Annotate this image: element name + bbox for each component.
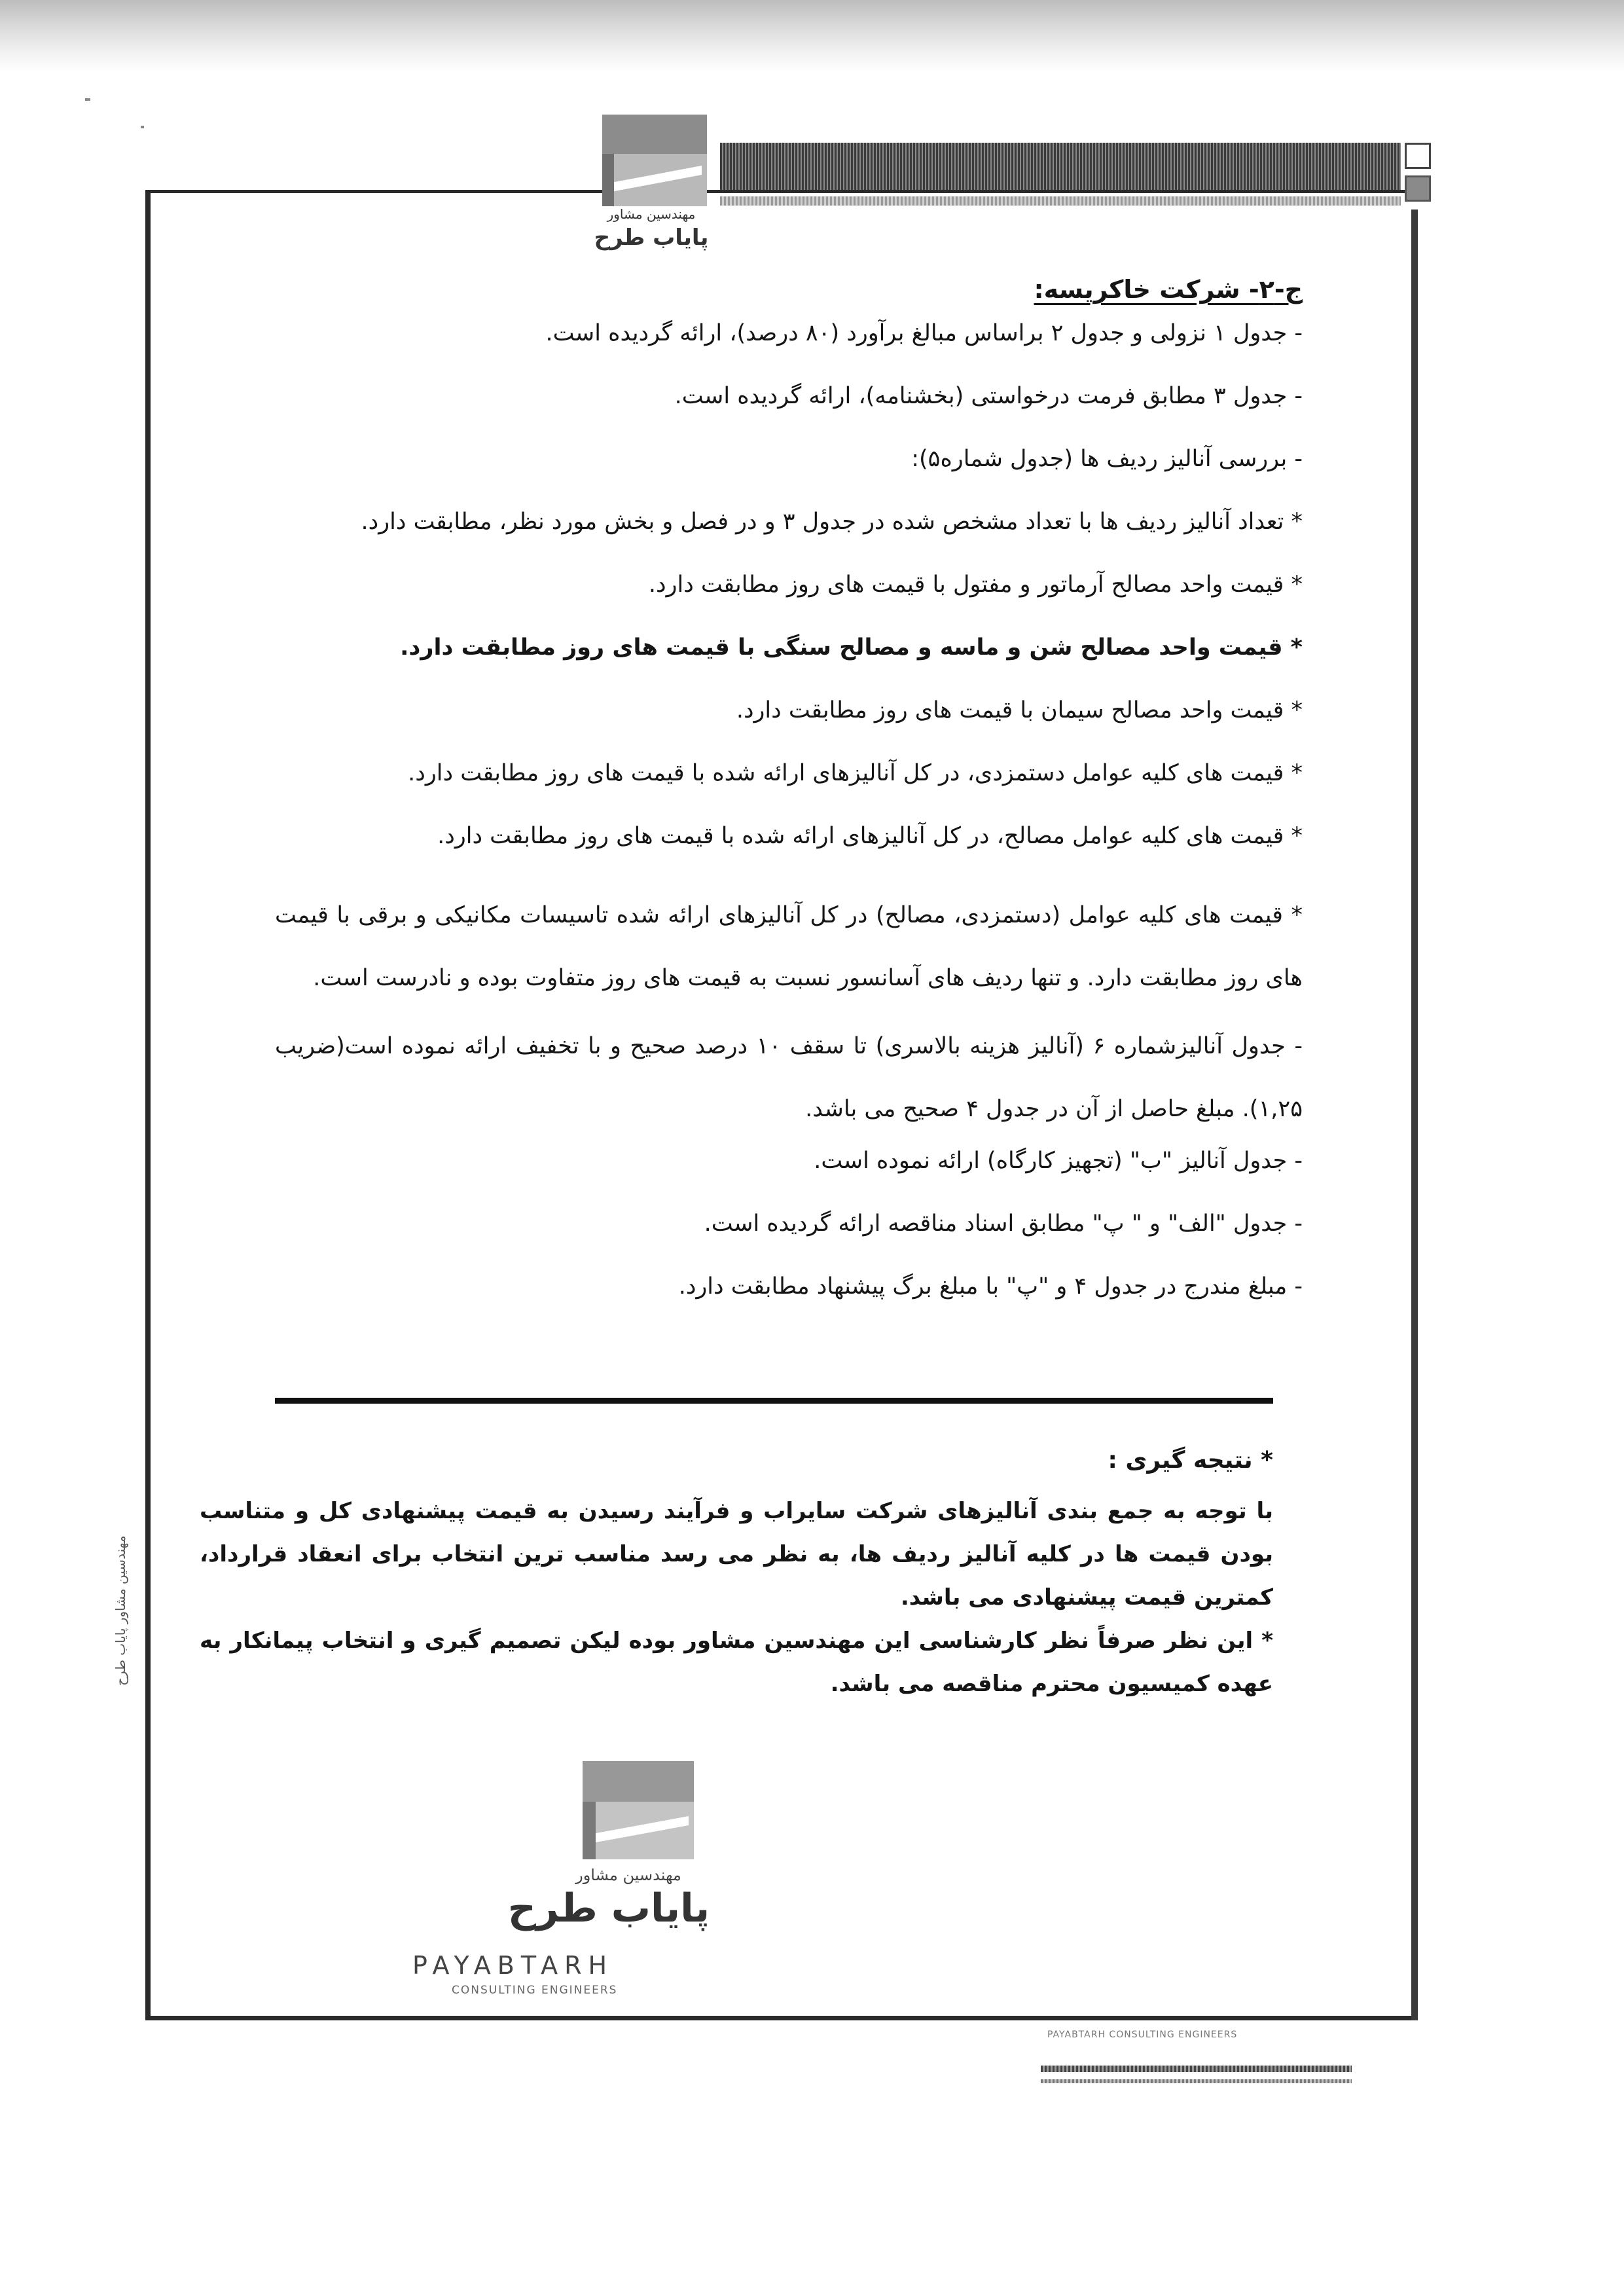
footer-band (1041, 2066, 1352, 2072)
payabtarh-logo-icon (602, 115, 707, 206)
section-divider (275, 1398, 1273, 1404)
footer-logo-name: پایاب طرح (507, 1886, 710, 1931)
header-band (720, 143, 1401, 190)
list-item: * قیمت واحد مصالح شن و ماسه و مصالح سنگی با قیمت های روز مطابقت دارد. (400, 634, 1303, 661)
conclusion-note: * این نظر صرفاً نظر کارشناسی این مهندسین مشاور بوده لیکن تصمیم گیری و انتخاب پیمانکار به عهده کمیسیون محترم مناقصه می باشد. (200, 1628, 1273, 1697)
list-item: - بررسی آنالیز ردیف ها (جدول شماره۵): (911, 446, 1303, 472)
list-item: - جدول آنالیز "ب" (تجهیز کارگاه) ارائه نموده است. (814, 1148, 1303, 1174)
list-item: * قیمت های کلیه عوامل مصالح، در کل آنالیزهای ارائه شده با قیمت های روز مطابقت دارد. (437, 823, 1303, 849)
margin-note: مهندسین مشاور پایاب طرح (113, 1535, 128, 1686)
footer-logo-latin: PAYABTARH (412, 1951, 614, 1980)
list-item: - جدول ۳ مطابق فرمت درخواستی (بخشنامه)، ارائه گردیده است. (674, 383, 1303, 409)
list-item: * تعداد آنالیز ردیف ها با تعداد مشخص شده در جدول ۳ و در فصل و بخش مورد نظر، مطابقت دارد. (361, 509, 1303, 535)
footer-logo-tagline: CONSULTING ENGINEERS (452, 1984, 618, 1997)
footer-logo-subtitle: مهندسین مشاور (575, 1866, 681, 1884)
payabtarh-logo-icon (583, 1761, 694, 1859)
conclusion-title: * نتیجه گیری : (1108, 1447, 1273, 1474)
footer-logo (393, 1761, 720, 1997)
conclusion-section (200, 1447, 1273, 1705)
list-item: - مبلغ مندرج در جدول ۴ و "پ" با مبلغ برگ پیشنهاد مطابقت دارد. (678, 1273, 1303, 1300)
page-border-right (1411, 210, 1418, 2020)
corner-square-filled (1405, 175, 1431, 202)
scan-speck (141, 126, 144, 128)
scan-speck (85, 98, 90, 101)
scan-edge-shadow (0, 0, 1624, 72)
logo-subtitle: مهندسین مشاور (607, 206, 696, 222)
logo-name: پایاب طرح (594, 225, 709, 251)
list-item: - جدول آنالیزشماره ۶ (آنالیز هزینه بالاسری) تا سقف ۱۰ درصد صحیح و با تخفیف ارائه نموده است(ضریب ۱,۲۵). مبلغ حاصل از آن در جدول ۴ صحیح می باشد. (275, 1033, 1303, 1122)
corner-square (1405, 143, 1431, 169)
conclusion-paragraph: با توجه به جمع بندی آنالیزهای شرکت سایراب و فرآیند رسیدن به قیمت پیشنهادی کل و متناسب بودن قیمت ها در کلیه آنالیز ردیف ها، به نظر می رسد مناسب ترین انتخاب برای انعقاد قرارداد، کمترین قیمت پیشنهادی می باشد. (200, 1498, 1273, 1611)
section-heading: ج-۲- شرکت خاکریسه: (1034, 275, 1303, 304)
list-item: * قیمت واحد مصالح سیمان با قیمت های روز مطابقت دارد. (736, 697, 1303, 723)
footer-company-text: PAYABTARH CONSULTING ENGINEERS (1047, 2030, 1238, 2040)
report-section (275, 275, 1303, 1334)
list-item: - جدول ۱ نزولی و جدول ۲ براساس مبالغ برآورد (۸۰ درصد)، ارائه گردیده است. (545, 320, 1303, 346)
list-item: * قیمت های کلیه عوامل دستمزدی، در کل آنالیزهای ارائه شده با قیمت های روز مطابقت دارد. (408, 760, 1303, 786)
header-band-secondary (720, 196, 1401, 206)
list-item: * قیمت های کلیه عوامل (دستمزدی، مصالح) در کل آنالیزهای ارائه شده تاسیسات مکانیکی و برقی با قیمت های روز مطابقت دارد. و تنها ردیف های آسانسور نسبت به قیمت های روز متفاوت بوده و نادرست است. (275, 902, 1303, 991)
footer-band-secondary (1041, 2079, 1352, 2083)
list-item: - جدول "الف" و " پ" مطابق اسناد مناقصه ارائه گردیده است. (704, 1211, 1303, 1237)
header-logo (589, 108, 713, 255)
list-item: * قیمت واحد مصالح آرماتور و مفتول با قیمت های روز مطابقت دارد. (648, 572, 1303, 598)
